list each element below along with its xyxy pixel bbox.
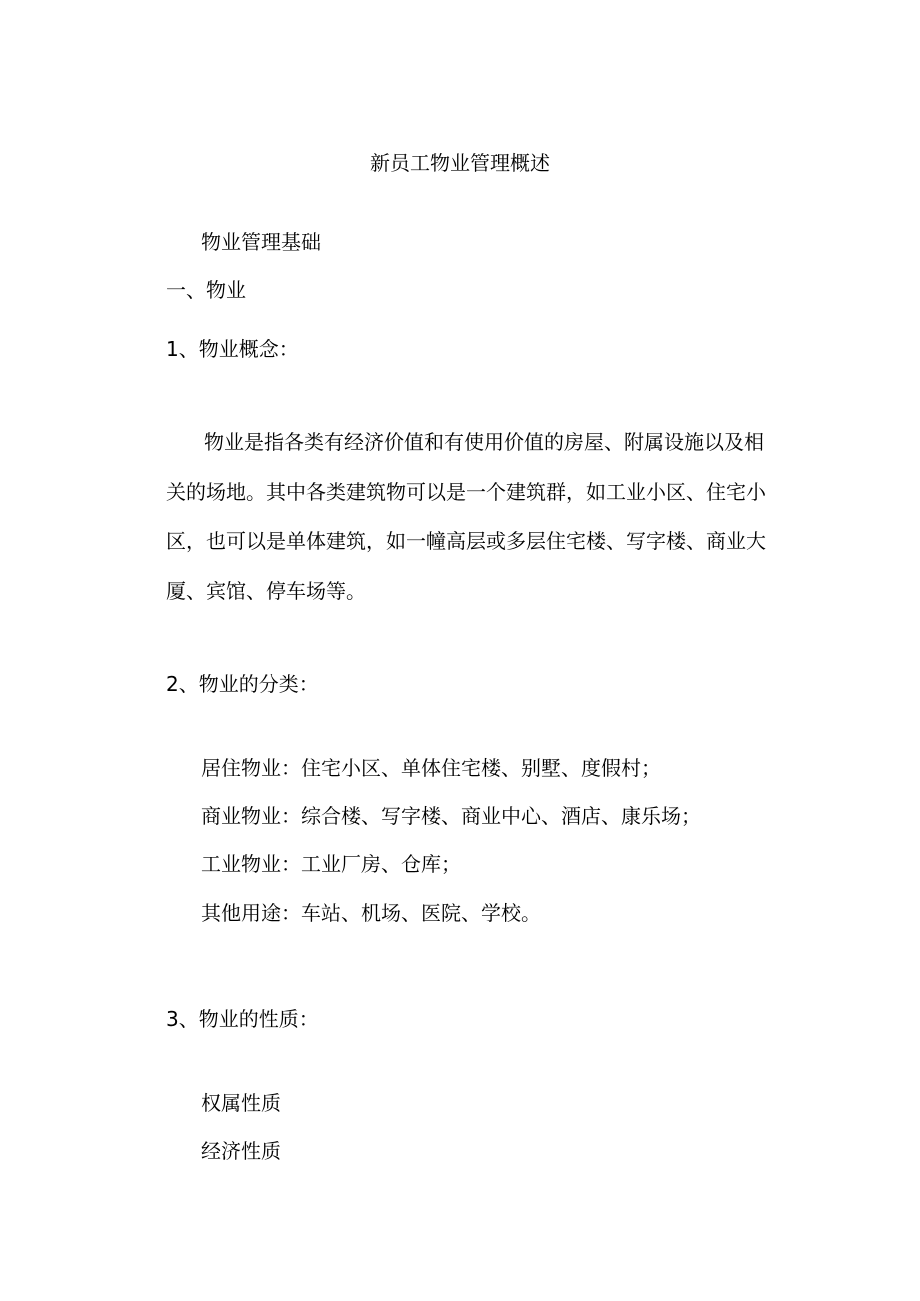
classification-residential: 居住物业：住宅小区、单体住宅楼、别墅、度假村； [201, 756, 661, 780]
classification-other: 其他用途：车站、机场、医院、学校。 [201, 901, 541, 925]
classification-commercial: 商业物业：综合楼、写字楼、商业中心、酒店、康乐场； [201, 804, 701, 828]
item-heading-classification: 2、物业的分类： [166, 672, 319, 696]
property-definition-paragraph: 物业是指各类有经济价值和有使用价值的房屋、附属设施以及相关的场地。其中各类建筑物可以是一个建筑群，如工业小区、住宅小区，也可以是单体建筑，如一幢高层或多层住宅楼、写字楼、商业大厦、宾馆、停车场等。 [166, 430, 766, 603]
section-heading-property: 一、物业 [166, 278, 246, 302]
document-title: 新员工物业管理概述 [370, 151, 550, 175]
nature-ownership: 权属性质 [201, 1091, 281, 1115]
item-heading-concept: 1、物业概念： [166, 337, 299, 361]
nature-economic: 经济性质 [201, 1139, 281, 1163]
classification-industrial: 工业物业：工业厂房、仓库； [201, 852, 461, 876]
document-subtitle: 物业管理基础 [201, 230, 321, 254]
item-heading-nature: 3、物业的性质： [166, 1007, 319, 1031]
